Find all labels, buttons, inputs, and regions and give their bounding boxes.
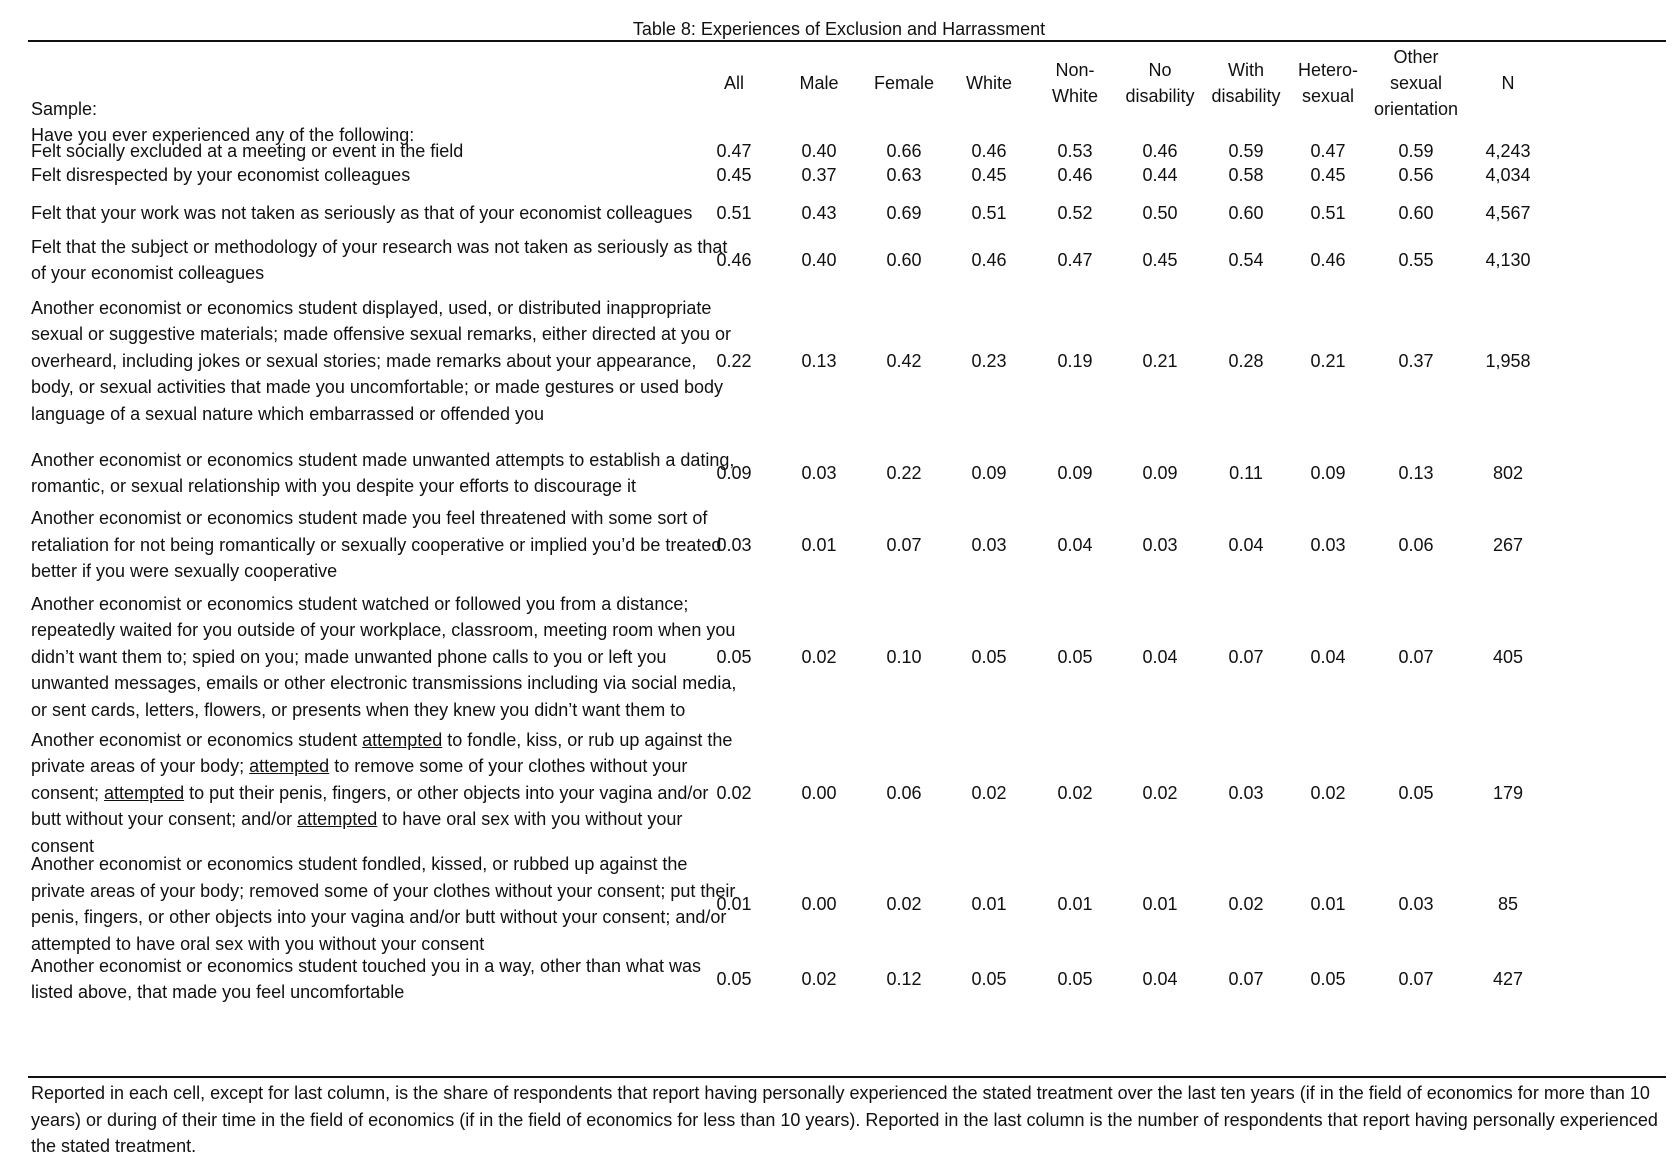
table-cell-all: 0.22 [716,350,752,371]
table-cell-no-disability: 0.21 [1142,350,1178,371]
table-cell-with-disability: 0.03 [1228,782,1264,803]
table-cell-female: 0.12 [886,968,922,989]
column-header-white: White [965,73,1012,93]
table-cell-n: 405 [1492,646,1524,667]
table-cell-with-disability: 0.07 [1228,968,1264,989]
table-cell-female: 0.63 [886,164,922,185]
table-row [0,731,1678,855]
underlined-term: attempted [104,782,185,803]
label-fragment: to have oral sex with you without your consent [31,809,683,856]
table-cell-non-white: 0.04 [1057,534,1093,555]
table-row [0,162,1678,188]
table-cell-male: 0.00 [801,782,837,803]
table-cell-male: 0.03 [801,462,837,483]
table-cell-non-white: 0.01 [1057,893,1093,914]
row-label: Another economist or economics student made you feel threatened with some sort of retaliation for not being romantically or sexually cooperative or implied you’d be treated better if you were sexually cooperative [31,508,722,582]
table-cell-male: 0.00 [801,893,837,914]
table-cell-all: 0.51 [716,202,752,223]
table-cell-female: 0.69 [886,202,922,223]
column-header-other-orientation: Other sexual orientation [1373,47,1459,119]
table-cell-no-disability: 0.03 [1142,534,1178,555]
table-cell-with-disability: 0.04 [1228,534,1264,555]
row-label: Another economist or economics student made unwanted attempts to establish a dating, romantic, or sexual relationship with you despite your efforts to discourage it [31,449,735,496]
table-cell-heterosexual: 0.51 [1310,202,1346,223]
table-cell-no-disability: 0.44 [1142,164,1178,185]
table-cell-non-white: 0.47 [1057,249,1093,270]
table-cell-female: 0.66 [886,140,922,161]
table-cell-heterosexual: 0.02 [1310,782,1346,803]
table-cell-non-white: 0.02 [1057,782,1093,803]
table-cell-n: 4,130 [1485,249,1531,270]
table-row [0,446,1678,500]
table-cell-with-disability: 0.28 [1228,350,1264,371]
label-fragment: to remove some of your clothes without your consent; [31,756,688,803]
table-cell-non-white: 0.52 [1057,202,1093,223]
table-cell-all: 0.09 [716,462,752,483]
row-label: Another economist or economics student touched you in a way, other than what was listed above, that made you feel uncomfortable [31,955,702,1002]
table-row [0,507,1678,583]
table-cell-male: 0.01 [801,534,837,555]
table-cell-heterosexual: 0.21 [1310,350,1346,371]
table-cell-other-orientation: 0.05 [1398,782,1434,803]
table-cell-white: 0.45 [971,164,1007,185]
bottom-rule [28,1076,1666,1078]
table-cell-n: 179 [1492,782,1524,803]
table-cell-male: 0.02 [801,646,837,667]
column-header-female: Female [873,73,935,93]
row-label [31,731,741,855]
table-cell-heterosexual: 0.04 [1310,646,1346,667]
table-cell-heterosexual: 0.09 [1310,462,1346,483]
table-cell-with-disability: 0.11 [1229,462,1263,483]
table-cell-male: 0.40 [801,140,837,161]
table-cell-heterosexual: 0.05 [1310,968,1346,989]
row-label: Another economist or economics student watched or followed you from a distance; repeatedly waited for you outside of your workplace, classroom, meeting room when you didn’t want them to; spied on you; made unwanted phone calls to you or left you unwanted messages, emails or other electronic transmissions including via social media, or sent cards, letters, flowers, or presents when they knew you didn’t want them to [31,593,737,720]
table-cell-all: 0.45 [716,164,752,185]
table-cell-non-white: 0.46 [1057,164,1093,185]
table-cell-female: 0.02 [886,893,922,914]
table-cell-white: 0.23 [971,350,1007,371]
row-label: Felt socially excluded at a meeting or event in the field [31,140,464,161]
table-cell-non-white: 0.19 [1057,350,1093,371]
table-cell-with-disability: 0.54 [1228,249,1264,270]
table-cell-n: 4,243 [1485,140,1531,161]
table-cell-heterosexual: 0.03 [1310,534,1346,555]
table-cell-heterosexual: 0.47 [1310,140,1346,161]
table-cell-all: 0.01 [716,893,752,914]
table-cell-no-disability: 0.09 [1142,462,1178,483]
label-fragment: to put their penis, fingers, or other objects into your vagina and/or butt without your consent; and/or [31,782,709,830]
column-header-male: Male [799,73,839,93]
table-cell-non-white: 0.09 [1057,462,1093,483]
table-note: Reported in each cell, except for last column, is the share of respondents that report having personally experienced the stated treatment over the last ten years (if in the field of economics for more than 10 years) or during of their time in the field of economics (if in the field of economics for less than 10 years). Reported in the last column is the number of respondents that report having personally experienced the stated treatment. [31,1083,1658,1156]
table-cell-n: 4,567 [1485,202,1531,223]
table-cell-white: 0.01 [971,893,1007,914]
table-cell-other-orientation: 0.13 [1398,462,1434,483]
table-cell-white: 0.09 [971,462,1007,483]
question-intro: Have you ever experienced any of the following: [31,125,415,145]
table-cell-male: 0.43 [801,202,837,223]
column-header-no-disability: No disability [1125,60,1195,106]
table-cell-n: 267 [1492,534,1524,555]
table-cell-white: 0.46 [971,140,1007,161]
table-cell-all: 0.46 [716,249,752,270]
table-cell-white: 0.51 [971,202,1007,223]
table-cell-with-disability: 0.58 [1228,164,1264,185]
sample-label: Sample: [31,99,98,119]
table-cell-white: 0.02 [971,782,1007,803]
table-cell-female: 0.10 [886,646,922,667]
table-cell-with-disability: 0.07 [1228,646,1264,667]
table-cell-heterosexual: 0.46 [1310,249,1346,270]
label-fragment: to fondle, kiss, or rub up against the private areas of your body; [31,729,733,777]
row-label: Another economist or economics student fondled, kissed, or rubbed up against the private areas of your body; removed some of your clothes without your consent; put their penis, fingers, or other objects into your vagina and/or butt without your consent; and/or attempted to have oral sex with you without your consent [31,854,736,954]
table-cell-n: 4,034 [1485,164,1531,185]
table-cell-non-white: 0.05 [1057,968,1093,989]
table-cell-male: 0.02 [801,968,837,989]
column-header-non-white: Non- White [1051,60,1098,106]
table-cell-all: 0.02 [716,782,752,803]
table-cell-white: 0.05 [971,968,1007,989]
underlined-term: attempted [249,756,330,777]
table-cell-no-disability: 0.46 [1142,140,1178,161]
table-cell-female: 0.06 [886,782,922,803]
table-row [0,855,1678,953]
table-row [0,198,1678,228]
table-cell-white: 0.46 [971,249,1007,270]
table-cell-other-orientation: 0.03 [1398,893,1434,914]
row-label: Felt that your work was not taken as seriously as that of your economist colleagues [31,202,693,223]
table-cell-female: 0.22 [886,462,922,483]
top-rule [28,40,1666,42]
table-row [0,296,1678,426]
underlined-term: attempted [297,809,378,830]
table-cell-white: 0.03 [971,534,1007,555]
table-cell-with-disability: 0.59 [1228,140,1264,161]
table-row [0,235,1678,285]
table-cell-no-disability: 0.01 [1142,893,1178,914]
table-cell-other-orientation: 0.59 [1398,140,1434,161]
column-header-with-disability: With disability [1211,60,1281,106]
table-cell-other-orientation: 0.60 [1398,202,1434,223]
table-cell-n: 802 [1492,462,1524,483]
table-cell-all: 0.05 [716,646,752,667]
table-row [0,582,1678,732]
column-header-n: N [1501,73,1515,93]
table-cell-female: 0.42 [886,350,922,371]
table-cell-with-disability: 0.60 [1228,202,1264,223]
table-cell-no-disability: 0.04 [1142,646,1178,667]
table-cell-heterosexual: 0.45 [1310,164,1346,185]
table-cell-white: 0.05 [971,646,1007,667]
table-cell-male: 0.13 [801,350,837,371]
table-cell-n: 85 [1497,893,1519,914]
label-fragment: Another economist or economics student [31,729,363,750]
table-cell-non-white: 0.05 [1057,646,1093,667]
column-header-heterosexual: Hetero- sexual [1297,60,1359,106]
table-cell-all: 0.03 [716,534,752,555]
table-cell-male: 0.40 [801,249,837,270]
table-cell-no-disability: 0.45 [1142,249,1178,270]
underlined-term: attempted [362,729,443,750]
table-cell-other-orientation: 0.37 [1398,350,1434,371]
table-cell-other-orientation: 0.56 [1398,164,1434,185]
table-cell-all: 0.05 [716,968,752,989]
table-row [0,954,1678,1004]
table-cell-non-white: 0.53 [1057,140,1093,161]
table-cell-heterosexual: 0.01 [1310,893,1346,914]
row-label: Another economist or economics student displayed, used, or distributed inappropriate sexual or suggestive materials; made offensive sexual remarks, either directed at you or overheard, including jokes or sexual stories; made remarks about your appearance, body, or sexual activities that made you uncomfortable; or made gestures or used body language of a sexual nature which embarrassed or offended you [31,297,732,424]
table-cell-other-orientation: 0.06 [1398,534,1434,555]
table-cell-other-orientation: 0.07 [1398,646,1434,667]
table-caption: Table 8: Experiences of Exclusion and Harrassment [632,19,1046,39]
table-cell-no-disability: 0.04 [1142,968,1178,989]
table-cell-male: 0.37 [801,164,837,185]
table-cell-female: 0.60 [886,249,922,270]
column-header-all: All [723,73,744,93]
table-cell-no-disability: 0.02 [1142,782,1178,803]
table-cell-female: 0.07 [886,534,922,555]
table-cell-other-orientation: 0.07 [1398,968,1434,989]
table-row [0,138,1678,164]
table-cell-all: 0.47 [716,140,752,161]
table-cell-with-disability: 0.02 [1228,893,1264,914]
table-cell-n: 427 [1492,968,1524,989]
row-label: Felt that the subject or methodology of your research was not taken as seriously as that of your economist colleagues [31,236,728,283]
row-label: Felt disrespected by your economist colleagues [31,164,411,185]
table-cell-other-orientation: 0.55 [1398,249,1434,270]
table-cell-no-disability: 0.50 [1142,202,1178,223]
table-cell-n: 1,958 [1485,350,1531,371]
